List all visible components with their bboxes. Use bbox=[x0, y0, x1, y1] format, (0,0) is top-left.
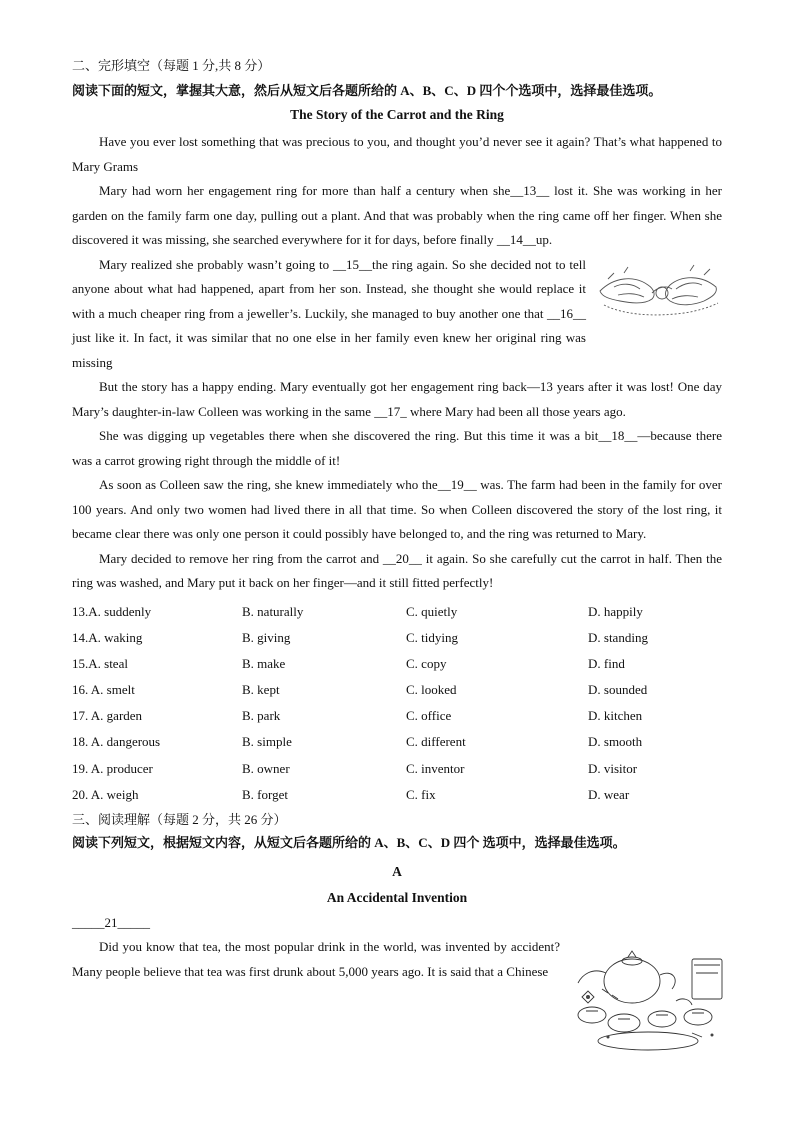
option-a: 20. A. weigh bbox=[72, 786, 139, 802]
story-title: The Story of the Carrot and the Ring bbox=[290, 107, 504, 122]
option-row-13 bbox=[72, 599, 722, 625]
option-c: C. tidying bbox=[406, 629, 459, 645]
option-d: D. sounded bbox=[588, 682, 648, 698]
option-row-16 bbox=[72, 677, 722, 703]
option-row-15 bbox=[72, 651, 722, 677]
option-b: B. park bbox=[242, 708, 281, 724]
option-d: D. happily bbox=[588, 603, 643, 619]
section2-instruction: 阅读下面的短文，掌握其大意，然后从短文后各题所给的 A、B、C、D 四个个选项中，选择最佳选项。 bbox=[72, 83, 662, 98]
passage-title: An Accidental Invention bbox=[326, 890, 468, 905]
section2-heading: 二、完形填空（每题 1 分,共 8 分） bbox=[72, 58, 271, 73]
story-paragraph-7: Mary decided to remove her ring from the carrot and __20__ it again. So she carefully cut the carrot in half. Then the ring was washed, and Mary put it back on her finger—and it still fitted perfectly! bbox=[72, 550, 722, 590]
option-a: 17. A. garden bbox=[72, 708, 143, 724]
option-c: C. looked bbox=[406, 682, 457, 698]
exam-page bbox=[72, 58, 722, 1053]
option-d: D. smooth bbox=[588, 734, 643, 750]
option-a: 18. A. dangerous bbox=[72, 734, 161, 750]
story-paragraph-1: Have you ever lost something that was precious to you, and thought you’d never see it again? That’s what happened to Mary Grams bbox=[72, 134, 722, 174]
teapot-illustration bbox=[572, 945, 732, 1053]
option-row-19 bbox=[72, 756, 722, 782]
option-row-14 bbox=[72, 625, 722, 651]
option-b: B. naturally bbox=[242, 603, 304, 619]
hands-ring-illustration bbox=[594, 257, 722, 323]
story-paragraph-3: Mary realized she probably wasn’t going to __15__the ring again. So she decided not to tell anyone about what had happened, apart from her son. Instead, she thought she would replace it with a much cheaper ring from a jeweller’s. Luckily, she managed to buy another one that __16__ just like it. In fact, it was similar that no one else in her family even knew her original ring was missing bbox=[72, 256, 586, 370]
option-b: B. kept bbox=[242, 682, 280, 698]
option-b: B. owner bbox=[242, 760, 290, 776]
option-d: D. visitor bbox=[588, 760, 638, 776]
section3-heading: 三、阅读理解（每题 2 分，共 26 分） bbox=[72, 812, 287, 827]
option-a: 19. A. producer bbox=[72, 760, 153, 776]
section3-instruction: 阅读下列短文，根据短文内容，从短文后各题所给的 A、B、C、D 四个 选项中，选择最佳选项。 bbox=[72, 835, 626, 850]
passage-paragraph-1: Did you know that tea, the most popular drink in the world, was invented by accident? Many people believe that tea was first drunk about 5,000 years ago. It is said that a Chinese bbox=[72, 939, 560, 979]
option-a: 16. A. smelt bbox=[72, 682, 135, 698]
option-c: C. office bbox=[406, 708, 452, 724]
story-paragraph-5: She was digging up vegetables there when she discovered the ring. But this time it was a bit__18__—because there was a carrot growing right through the middle of it! bbox=[72, 428, 722, 468]
option-d: D. kitchen bbox=[588, 708, 643, 724]
option-b: B. simple bbox=[242, 734, 292, 750]
option-c: C. inventor bbox=[406, 760, 465, 776]
option-c: C. different bbox=[406, 734, 466, 750]
cloze-options bbox=[72, 599, 722, 809]
option-row-17 bbox=[72, 703, 722, 729]
passage-letter: A bbox=[392, 864, 402, 879]
option-c: C. copy bbox=[406, 655, 447, 671]
question-21-blank: _____21_____ bbox=[72, 915, 150, 930]
option-d: D. wear bbox=[588, 786, 630, 802]
option-b: B. giving bbox=[242, 629, 291, 645]
story-paragraph-6: As soon as Colleen saw the ring, she knew immediately who the__19__ was. The farm had been in the family for over 100 years. And only two women had lived there in all that time. So when Colleen discovered the story of the lost ring, it became clear there was only one person it could possibly have belonged to, and the ring was returned to Mary. bbox=[72, 477, 722, 541]
option-a: 14.A. waking bbox=[72, 629, 143, 645]
option-a: 13.A. suddenly bbox=[72, 603, 152, 619]
option-c: C. quietly bbox=[406, 603, 458, 619]
option-row-18 bbox=[72, 729, 722, 755]
option-c: C. fix bbox=[406, 786, 436, 802]
option-a: 15.A. steal bbox=[72, 655, 128, 671]
option-b: B. forget bbox=[242, 786, 288, 802]
story-paragraph-2: Mary had worn her engagement ring for more than half a century when she__13__ lost it. She was working in her garden on the family farm one day, pulling out a plant. And that was probably when the ring came off her finger. When she discovered it was missing, she searched everywhere for it for days, before finally __14__up. bbox=[72, 183, 722, 247]
option-row-20 bbox=[72, 782, 722, 808]
story-paragraph-4: But the story has a happy ending. Mary eventually got her engagement ring back—13 years after it was lost! One day Mary’s daughter-in-law Colleen was working in the same __17_ where Mary had been all those years ago. bbox=[72, 379, 722, 419]
option-d: D. standing bbox=[588, 629, 648, 645]
option-d: D. find bbox=[588, 655, 625, 671]
option-b: B. make bbox=[242, 655, 286, 671]
